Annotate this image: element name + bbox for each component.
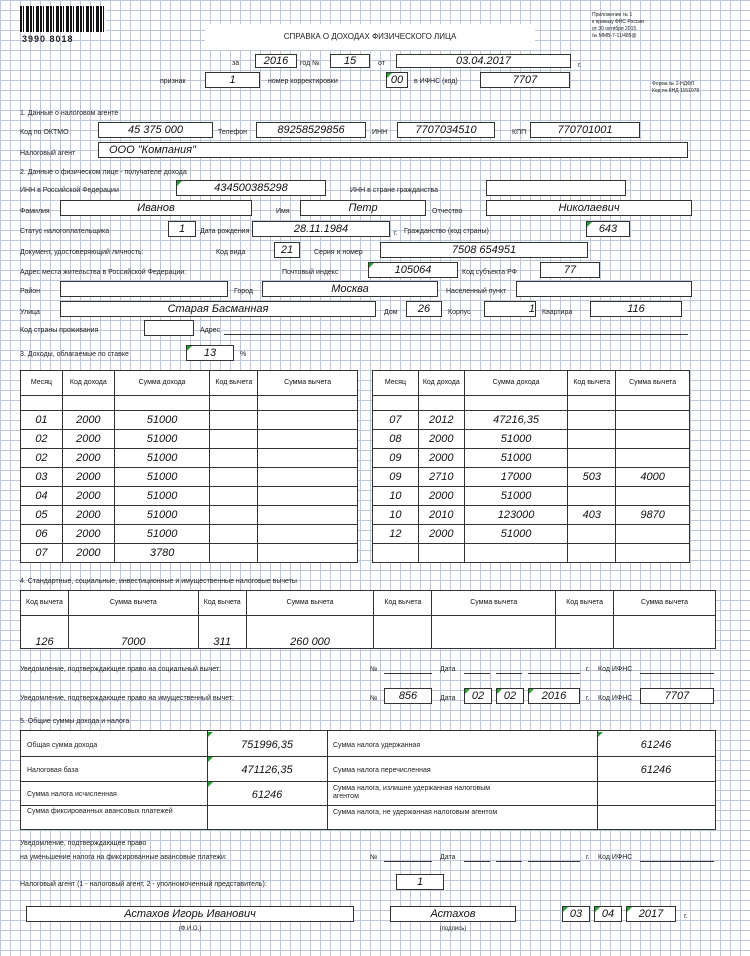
social-notice-label: Уведомление, подтверждающее право на социальный вычет: bbox=[20, 666, 222, 673]
col-month: Месяц bbox=[21, 371, 63, 396]
building-label: Корпус bbox=[448, 309, 471, 316]
title-box bbox=[205, 24, 535, 50]
ded-sum-header: Сумма вычета bbox=[614, 591, 716, 616]
za-label: за bbox=[232, 60, 240, 67]
table-row bbox=[373, 544, 690, 563]
inn-field[interactable]: 7707034510 bbox=[397, 122, 495, 138]
table-row: 02 2000 51000 bbox=[21, 449, 358, 468]
property-year-field[interactable]: 2016 bbox=[528, 688, 580, 704]
doc-series-field[interactable]: 7508 654951 bbox=[380, 242, 588, 258]
col-month: Месяц bbox=[373, 371, 419, 396]
agent-type-label: Налоговый агент (1 - налоговый агент, 2 - уполномоченный представитель): bbox=[20, 881, 267, 888]
ded-sum-header: Сумма вычета bbox=[432, 591, 556, 616]
social-g: г. bbox=[586, 666, 590, 673]
street-label: Улица bbox=[20, 309, 40, 316]
flat-label: Квартира bbox=[542, 309, 573, 316]
totals-table bbox=[20, 730, 716, 830]
table-row: 126 7000 311 260 000 bbox=[21, 616, 716, 649]
table-row: 04 2000 51000 bbox=[21, 487, 358, 506]
fixed-ifns-field[interactable] bbox=[640, 861, 714, 862]
social-day-field[interactable] bbox=[464, 673, 490, 674]
house-field[interactable]: 26 bbox=[406, 301, 442, 317]
region-label: Код субъекта РФ bbox=[462, 269, 517, 276]
table-row: 05 2000 51000 bbox=[21, 506, 358, 525]
birth-field[interactable]: 28.11.1984 bbox=[252, 221, 390, 237]
signer-caption: (Ф.И.О.) bbox=[178, 926, 202, 932]
street-field[interactable]: Старая Басманная bbox=[60, 301, 376, 317]
table-row: 08 2000 51000 bbox=[373, 430, 690, 449]
section5-title: 5. Общие суммы дохода и налога bbox=[20, 718, 130, 725]
income-table-left bbox=[20, 370, 358, 563]
page-title: СПРАВКА О ДОХОДАХ ФИЗИЧЕСКОГО ЛИЦА bbox=[283, 32, 457, 41]
patronymic-label: Отчество bbox=[432, 208, 463, 215]
ded-code-header: Код вычета bbox=[198, 591, 246, 616]
date-field[interactable]: 03.04.2017 bbox=[396, 54, 571, 68]
phone-label: Телефон bbox=[218, 129, 248, 136]
social-no-field[interactable] bbox=[384, 673, 432, 674]
ifns-field[interactable]: 7707 bbox=[480, 72, 570, 88]
settlement-label: Населенный пункт bbox=[446, 288, 507, 295]
property-g: г. bbox=[586, 695, 590, 702]
property-day-field[interactable]: 02 bbox=[464, 688, 492, 704]
table-row: 02 2000 51000 bbox=[21, 430, 358, 449]
fixed-date-label: Дата bbox=[440, 854, 456, 861]
table-row: 10 2000 51000 bbox=[373, 487, 690, 506]
surname-field[interactable]: Иванов bbox=[60, 200, 252, 216]
deductions-table bbox=[20, 590, 716, 649]
doc-label: Документ, удостоверяющий личность: bbox=[20, 249, 144, 256]
postcode-field[interactable]: 105064 bbox=[368, 262, 458, 278]
inn-foreign-label: ИНН в стране гражданства bbox=[350, 187, 439, 194]
income-table-right bbox=[372, 370, 690, 563]
surname-label: Фамилия bbox=[20, 208, 50, 215]
settlement-field[interactable] bbox=[516, 281, 692, 297]
ded-code-header: Код вычета bbox=[21, 591, 69, 616]
rate-pct: % bbox=[240, 351, 247, 358]
status-field[interactable]: 1 bbox=[168, 221, 196, 237]
number-label: год № bbox=[300, 60, 320, 67]
inn-foreign-field[interactable] bbox=[486, 180, 626, 196]
year-suffix: г. bbox=[578, 62, 582, 69]
tax-base-value[interactable]: 471126,35 bbox=[241, 764, 293, 776]
doc-kind-label: Код вида bbox=[216, 249, 246, 256]
addr-label: Адрес bbox=[200, 327, 221, 334]
attr-field[interactable]: 1 bbox=[205, 72, 260, 88]
fixed-ifns-label: Код ИФНС bbox=[598, 854, 633, 861]
property-notice-label: Уведомление, подтверждающее право на имущественный вычет: bbox=[20, 695, 235, 702]
property-date-label: Дата bbox=[440, 695, 456, 702]
oktmo-label: Код по ОКТМО bbox=[20, 129, 69, 136]
form-knd: Код по КНД 1151078 bbox=[652, 88, 700, 94]
table-row: 01 2000 51000 bbox=[21, 411, 358, 430]
col-ded-sum: Сумма вычета bbox=[258, 371, 358, 396]
social-date-label: Дата bbox=[440, 666, 456, 673]
city-label: Город bbox=[234, 288, 253, 295]
transferred-label: Сумма налога перечисленная bbox=[333, 767, 431, 774]
barcode bbox=[20, 6, 106, 44]
doc-series-label: Серия и номер bbox=[314, 249, 363, 256]
fixed-month-field[interactable] bbox=[496, 861, 522, 862]
not-withheld-label: Сумма налога, не удержанная налоговым агентом bbox=[333, 809, 498, 816]
table-row: 06 2000 51000 bbox=[21, 525, 358, 544]
excess-label: Сумма налога, излишне удержанная налоговым агентом bbox=[333, 785, 491, 800]
attr-label: признак bbox=[160, 78, 186, 85]
section2-title: 2. Данные о физическом лице - получателе дохода bbox=[20, 169, 187, 176]
sign-year-field[interactable]: 2017 bbox=[626, 906, 676, 922]
social-month-field[interactable] bbox=[496, 673, 522, 674]
rate-field[interactable]: 13 bbox=[186, 345, 234, 361]
tax-calc-value[interactable]: 61246 bbox=[251, 789, 283, 801]
ded-code-header: Код вычета bbox=[556, 591, 614, 616]
property-no-field[interactable]: 856 bbox=[384, 688, 432, 704]
total-income-label: Общая сумма дохода bbox=[27, 742, 98, 749]
flat-field[interactable]: 116 bbox=[590, 301, 682, 317]
ded-sum-header: Сумма вычета bbox=[68, 591, 198, 616]
ifns-label: в ИФНС (код) bbox=[414, 78, 458, 85]
table-row: 12 2000 51000 bbox=[373, 525, 690, 544]
inn-rf-label: ИНН в Российской Федерации bbox=[20, 187, 119, 194]
inn-rf-field[interactable]: 434500385298 bbox=[176, 180, 326, 196]
city-field[interactable]: Москва bbox=[262, 281, 438, 297]
table-row: 10 2010 123000 403 9870 bbox=[373, 506, 690, 525]
withheld-label: Сумма налога удержанная bbox=[333, 742, 421, 749]
kpp-field[interactable]: 770701001 bbox=[530, 122, 640, 138]
kpp-label: КПП bbox=[512, 129, 527, 136]
fixed-no-label: № bbox=[370, 854, 378, 861]
country-res-label: Код страны проживания bbox=[20, 327, 99, 334]
table-row: 07 2000 3780 bbox=[21, 544, 358, 563]
citizenship-field[interactable]: 643 bbox=[586, 221, 630, 237]
fixed-adv-label: Сумма фиксированных авансовых платежей bbox=[27, 808, 173, 815]
district-field[interactable] bbox=[60, 281, 228, 297]
withheld-value[interactable]: 61246 bbox=[640, 739, 672, 751]
sign-g: г. bbox=[684, 913, 688, 920]
col-ded-code: Код вычета bbox=[210, 371, 258, 396]
corr-field[interactable]: 00 bbox=[386, 72, 408, 88]
ded-sum-header: Сумма вычета bbox=[246, 591, 374, 616]
sign-day-field[interactable]: 03 bbox=[562, 906, 590, 922]
table-row: 09 2710 17000 503 4000 bbox=[373, 468, 690, 487]
col-code: Код дохода bbox=[418, 371, 464, 396]
postcode-label: Почтовый индекс bbox=[282, 269, 339, 276]
property-month-field[interactable]: 02 bbox=[496, 688, 524, 704]
doc-kind-field[interactable]: 21 bbox=[274, 242, 300, 258]
social-ifns-label: Код ИФНС bbox=[598, 666, 633, 673]
property-ifns-label: Код ИФНС bbox=[598, 695, 633, 702]
section4-title: 4. Стандартные, социальные, инвестиционные и имущественные налоговые вычеты bbox=[20, 578, 297, 585]
addr-line[interactable] bbox=[224, 334, 688, 335]
patronymic-field[interactable]: Николаевич bbox=[486, 200, 692, 216]
col-sum: Сумма дохода bbox=[114, 371, 210, 396]
col-ded-sum: Сумма вычета bbox=[616, 371, 690, 396]
signature-caption: (подпись) bbox=[439, 926, 467, 932]
table-row: 09 2000 51000 bbox=[373, 449, 690, 468]
agent-type-field[interactable]: 1 bbox=[396, 874, 444, 890]
status-label: Статус налогоплательщика bbox=[20, 228, 110, 235]
fixed-no-field[interactable] bbox=[384, 861, 432, 862]
social-no-label: № bbox=[370, 666, 378, 673]
social-ifns-field[interactable] bbox=[640, 673, 714, 674]
building-field[interactable]: 1 bbox=[484, 301, 536, 317]
name-field[interactable]: Петр bbox=[300, 200, 426, 216]
district-label: Район bbox=[20, 288, 40, 295]
form-name: Форма № 2-НДФЛ bbox=[652, 81, 694, 87]
total-income-value[interactable]: 751996,35 bbox=[241, 739, 293, 751]
house-label: Дом bbox=[384, 309, 398, 316]
property-no-label: № bbox=[370, 695, 378, 702]
oktmo-field[interactable]: 45 375 000 bbox=[98, 122, 213, 138]
from-label: от bbox=[378, 60, 385, 67]
transferred-value[interactable]: 61246 bbox=[640, 764, 672, 776]
barcode-number: 3990 8018 bbox=[22, 34, 74, 44]
address-label: Адрес места жительства в Российской Федерации: bbox=[20, 269, 187, 276]
property-ifns-field[interactable]: 7707 bbox=[640, 688, 714, 704]
table-row: 03 2000 51000 bbox=[21, 468, 358, 487]
agent-field[interactable]: ООО "Компания" bbox=[98, 142, 688, 158]
citizenship-label: Гражданство (код страны) bbox=[404, 228, 489, 235]
fixed-notice-label-1: Уведомление, подтверждающее право bbox=[20, 840, 147, 847]
col-sum: Сумма дохода bbox=[464, 371, 568, 396]
fixed-year-field[interactable] bbox=[528, 861, 580, 862]
phone-field[interactable]: 89258529856 bbox=[256, 122, 366, 138]
corr-label: номер корректировки bbox=[268, 78, 338, 85]
signer-name-field[interactable]: Астахов Игорь Иванович bbox=[26, 906, 354, 922]
name-label: Имя bbox=[276, 208, 290, 215]
fixed-g: г. bbox=[586, 854, 590, 861]
fixed-notice-label-2: на уменьшение налога на фиксированные авансовые платежи: bbox=[20, 854, 227, 861]
country-res-field[interactable] bbox=[144, 320, 194, 336]
social-year-field[interactable] bbox=[528, 673, 580, 674]
birth-label: Дата рождения bbox=[200, 228, 250, 235]
agent-label: Налоговый агент bbox=[20, 150, 76, 157]
tax-calc-label: Сумма налога исчисленная bbox=[27, 791, 117, 798]
ded-code-header: Код вычета bbox=[374, 591, 432, 616]
col-code: Код дохода bbox=[62, 371, 114, 396]
year-field[interactable]: 2016 bbox=[255, 54, 297, 68]
col-ded-code: Код вычета bbox=[568, 371, 616, 396]
section3-title: 3. Доходы, облагаемые по ставке bbox=[20, 351, 129, 358]
number-field[interactable]: 15 bbox=[330, 54, 370, 68]
sign-month-field[interactable]: 04 bbox=[594, 906, 622, 922]
fixed-day-field[interactable] bbox=[464, 861, 490, 862]
signature-field[interactable]: Астахов bbox=[390, 906, 516, 922]
birth-year-suffix: г. bbox=[394, 230, 398, 237]
table-row: 07 2012 47216,35 bbox=[373, 411, 690, 430]
section1-title: 1. Данные о налоговом агенте bbox=[20, 110, 119, 117]
region-field[interactable]: 77 bbox=[540, 262, 600, 278]
tax-base-label: Налоговая база bbox=[27, 767, 79, 774]
inn-label: ИНН bbox=[372, 129, 388, 136]
